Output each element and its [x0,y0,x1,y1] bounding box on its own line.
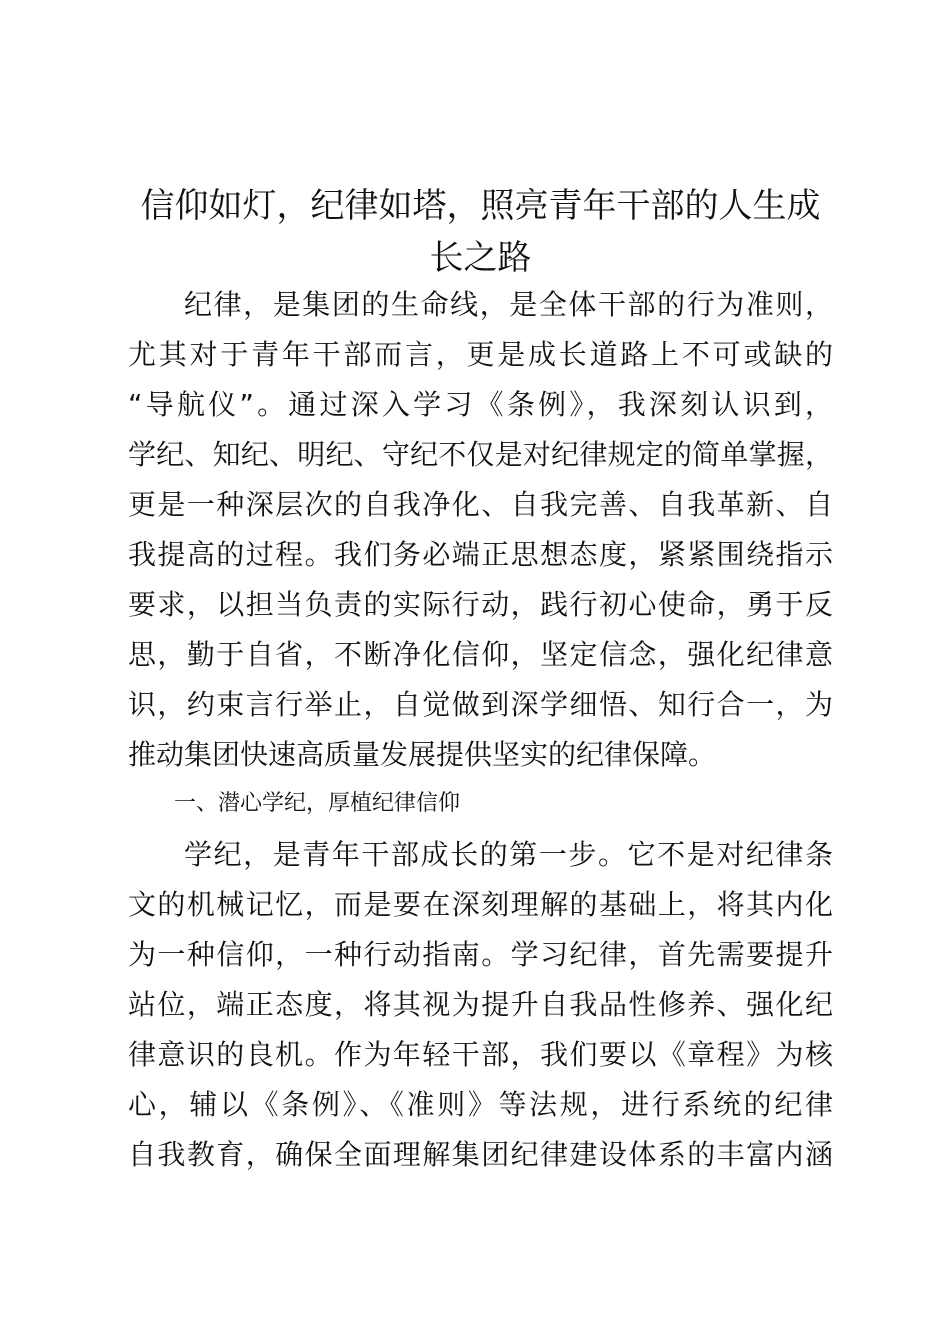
paragraph-line: 学纪、知纪、明纪、守纪不仅是对纪律规定的简单掌握， [128,438,833,471]
title-line-1: 信仰如灯，纪律如塔，照亮青年干部的人生成 [140,186,821,226]
paragraph-line: 自我教育，确保全面理解集团纪律建设体系的丰富内涵 [128,1138,833,1171]
paragraph-line: 识，约束言行举止，自觉做到深学细悟、知行合一，为 [128,688,833,721]
paragraph-line: 思，勤于自省，不断净化信仰，坚定信念，强化纪律意 [128,638,833,671]
paragraph-line: 推动集团快速高质量发展提供坚实的纪律保障。 [128,738,717,771]
paragraph-line: 心，辅以《条例》、《准则》等法规，进行系统的纪律 [128,1088,833,1121]
paragraph-line: 律意识的良机。作为年轻干部，我们要以《章程》为核 [128,1038,833,1071]
paragraph-line: 尤其对于青年干部而言，更是成长道路上不可或缺的 [128,338,833,371]
paragraph-line: 更是一种深层次的自我净化、自我完善、自我革新、自 [128,488,833,521]
paragraph-line: 为一种信仰，一种行动指南。学习纪律，首先需要提升 [128,938,833,971]
paragraph-line: 纪律，是集团的生命线，是全体干部的行为准则， [184,288,833,321]
paragraph-line: 要求，以担当负责的实际行动，践行初心使命，勇于反 [128,588,833,621]
section-heading: 一、潜心学纪，厚植纪律信仰 [174,791,461,816]
document-title [128,180,833,284]
paragraph-line: “导航仪”。通过深入学习《条例》，我深刻认识到， [128,388,833,421]
paragraph-line: 学纪，是青年干部成长的第一步。它不是对纪律条 [184,838,833,871]
paragraph-line: 我提高的过程。我们务必端正思想态度，紧紧围绕指示 [128,538,833,571]
title-line-2: 长之路 [429,238,532,278]
paragraph-line: 文的机械记忆，而是要在深刻理解的基础上，将其内化 [128,888,833,921]
paragraph-line: 站位，端正态度，将其视为提升自我品性修养、强化纪 [128,988,833,1021]
